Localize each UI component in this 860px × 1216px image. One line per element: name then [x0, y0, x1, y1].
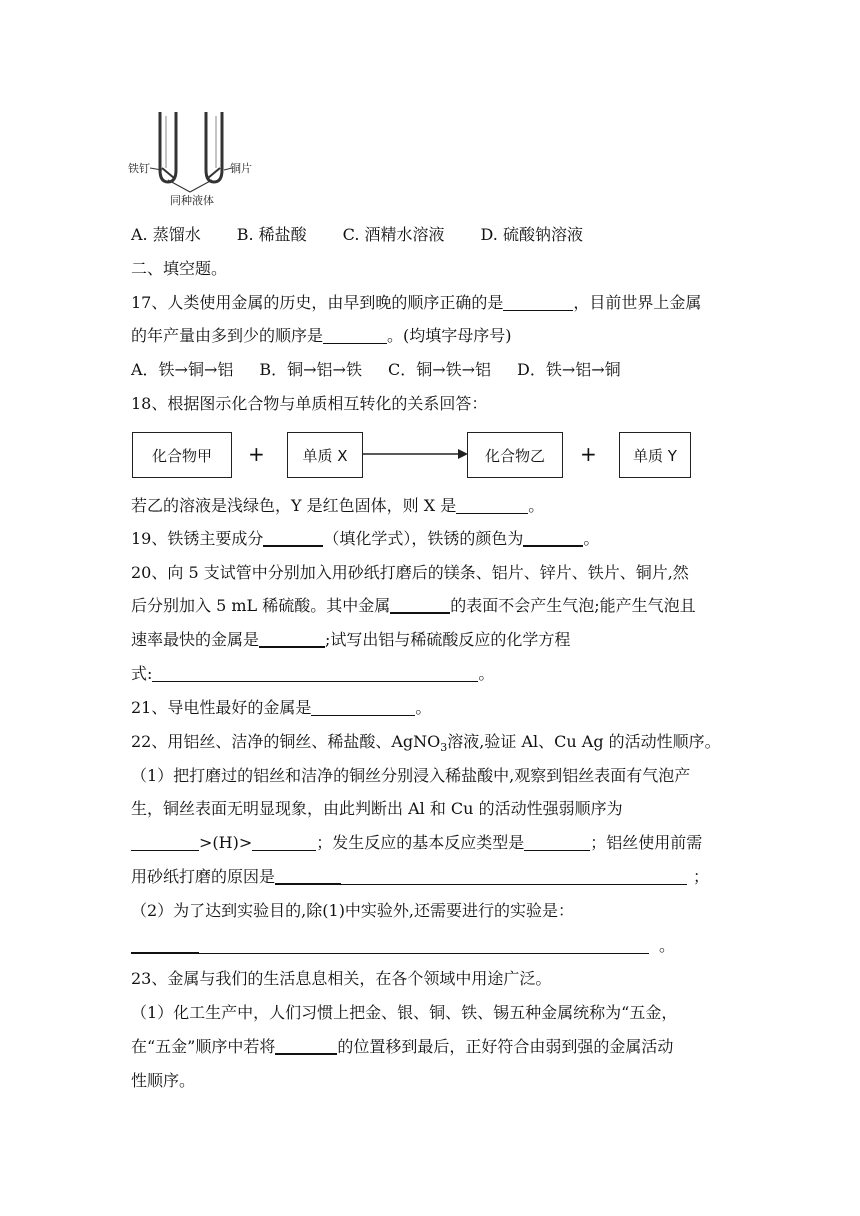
- q20-text-2a: 后分别加入 5 mL 稀硫酸。其中金属: [131, 596, 391, 615]
- q20-text-3a: 速率最快的金属是: [131, 630, 260, 649]
- q22-text-4a: >(H)>: [199, 833, 253, 852]
- q21-text: 21、导电性最好的金属是: [131, 698, 312, 717]
- q23-line1: 23、金属与我们的生活息息相关，在各个领域中用途广泛。: [131, 969, 552, 988]
- q17-text2-end: 。(均填字母序号): [387, 326, 512, 345]
- q20-text-2b: 的表面不会产生气泡;能产生气泡且: [450, 596, 696, 615]
- q18-after-text: 若乙的溶液是浅绿色，Y 是红色固体，则 X 是: [131, 496, 457, 515]
- q19-text-b: （填化学式），铁锈的颜色为: [323, 529, 524, 548]
- q22-blank-5a: [131, 935, 199, 954]
- q21-text-end: 。: [415, 698, 432, 717]
- q19-blank-1: [263, 528, 323, 547]
- q23-text-3a: 在“五金”顺序中若将: [131, 1037, 276, 1056]
- q22-blank-1: [131, 833, 199, 851]
- q23-line2: （1）化工生产中，人们习惯上把金、银、铜、铁、锡五种金属统称为“五金，: [131, 1003, 678, 1022]
- q18-blank: [456, 496, 528, 514]
- figure-label-right: 铜片: [230, 162, 252, 175]
- q19-text-c: 。: [583, 529, 600, 548]
- q19-text-a: 19、铁锈主要成分: [131, 529, 264, 548]
- q23-blank: [275, 1036, 337, 1055]
- q22-line4: [131, 832, 702, 854]
- q16-option-d: D. 硫酸钠溶液: [480, 225, 583, 244]
- q22-blank-2: [252, 833, 316, 851]
- q22-text-4c: ；铝丝使用前需: [590, 833, 703, 852]
- plus-sign-1: +: [248, 442, 265, 466]
- q22-text-7end: 。: [659, 936, 676, 955]
- q17-option-a: A．铁→铜→铝: [131, 360, 234, 379]
- test-tube-figure: [128, 108, 258, 208]
- q22-line2: （1）把打磨过的铝丝和洁净的铜丝分别浸入稀盐酸中,观察到铝丝表面有气泡产: [131, 766, 691, 785]
- q20-text-4b: 。: [478, 664, 495, 683]
- box-element-x: 单质 X: [287, 432, 363, 478]
- q17-options: [131, 359, 621, 381]
- q17-text2: 的年产量由多到少的顺序是: [131, 326, 324, 345]
- q18-after-end: 。: [528, 496, 545, 515]
- q22-line1: [131, 731, 721, 759]
- q21-blank: [311, 698, 415, 716]
- q18-after: [131, 495, 544, 517]
- q17-text-end: ，目前世界上金属: [573, 293, 702, 312]
- q19-line: [131, 528, 599, 550]
- q17-blank-2: [323, 326, 387, 344]
- q20-line3: [131, 629, 570, 651]
- q22-line3: 生，铜丝表面无明显现象，由此判断出 Al 和 Cu 的活动性强弱顺序为: [131, 799, 623, 818]
- q16-option-c: C. 酒精水溶液: [342, 225, 445, 244]
- q20-text-3b: ;试写出铝与稀硫酸反应的化学方程: [325, 630, 571, 649]
- figure-label-left: 铁钉: [128, 162, 150, 175]
- q22-text-1a: 22、用铝丝、洁净的铜丝、稀盐酸、AgNO: [131, 732, 441, 751]
- q16-option-b: B. 稀盐酸: [236, 225, 307, 244]
- plus-sign-2: +: [580, 442, 597, 466]
- q22-blank-4a: [275, 866, 341, 885]
- section-title: 二、填空题。: [131, 259, 228, 278]
- q21-line: [131, 697, 431, 719]
- q22-blank-5b: [199, 936, 649, 954]
- q22-line7: [131, 935, 675, 957]
- q17-blank-1: [503, 293, 573, 311]
- q20-line1: 20、向 5 支试管中分别加入用砂纸打磨后的镁条、铝片、锌片、铁片、铜片,然: [131, 563, 689, 582]
- q22-text-1b: 溶液,验证 Al、Cu Ag 的活动性顺序。: [447, 732, 721, 751]
- q20-line2: [131, 595, 696, 617]
- q22-blank-3: [524, 833, 590, 851]
- q16-options: [131, 224, 583, 246]
- q20-blank-3: [152, 664, 478, 682]
- q20-blank-2: [259, 629, 325, 648]
- figure-label-bottom: 同种液体: [170, 194, 214, 207]
- q18-text: 18、根据图示化合物与单质相互转化的关系回答：: [131, 394, 488, 413]
- q16-option-a: A. 蒸馏水: [131, 225, 201, 244]
- q22-line6: （2）为了达到实验目的,除(1)中实验外,还需要进行的实验是：: [131, 901, 575, 920]
- q22-text-5b: ；: [693, 867, 710, 886]
- q19-blank-2: [523, 528, 583, 547]
- q17-line1: [131, 292, 701, 314]
- box-element-y: 单质 Y: [619, 432, 691, 478]
- q22-subscript: 3: [440, 741, 448, 755]
- box-compound-jia: 化合物甲: [132, 432, 232, 478]
- q23-line3: [131, 1036, 673, 1058]
- q20-text-4a: 式:: [131, 664, 153, 683]
- q17-option-b: B．铜→铝→铁: [259, 360, 362, 379]
- q22-text-4b: ；发生反应的基本反应类型是: [316, 833, 525, 852]
- q17-option-c: C．铜→铁→铝: [387, 360, 492, 379]
- q22-text-5a: 用砂纸打磨的原因是: [131, 867, 276, 886]
- q20-line4: [131, 663, 494, 685]
- box-compound-yi: 化合物乙: [467, 432, 563, 478]
- q22-blank-4b: [341, 867, 687, 885]
- q17-line2: [131, 325, 512, 347]
- q17-text: 17、人类使用金属的历史，由早到晚的顺序正确的是: [131, 293, 504, 312]
- q20-blank-1: [390, 595, 450, 614]
- q22-line5: [131, 866, 709, 888]
- q17-option-d: D．铁→铝→铜: [517, 360, 621, 379]
- q23-text-3b: 的位置移到最后，正好符合由弱到强的金属活动: [337, 1037, 674, 1056]
- reaction-arrow: [362, 446, 468, 462]
- q23-line4: 性顺序。: [131, 1071, 196, 1090]
